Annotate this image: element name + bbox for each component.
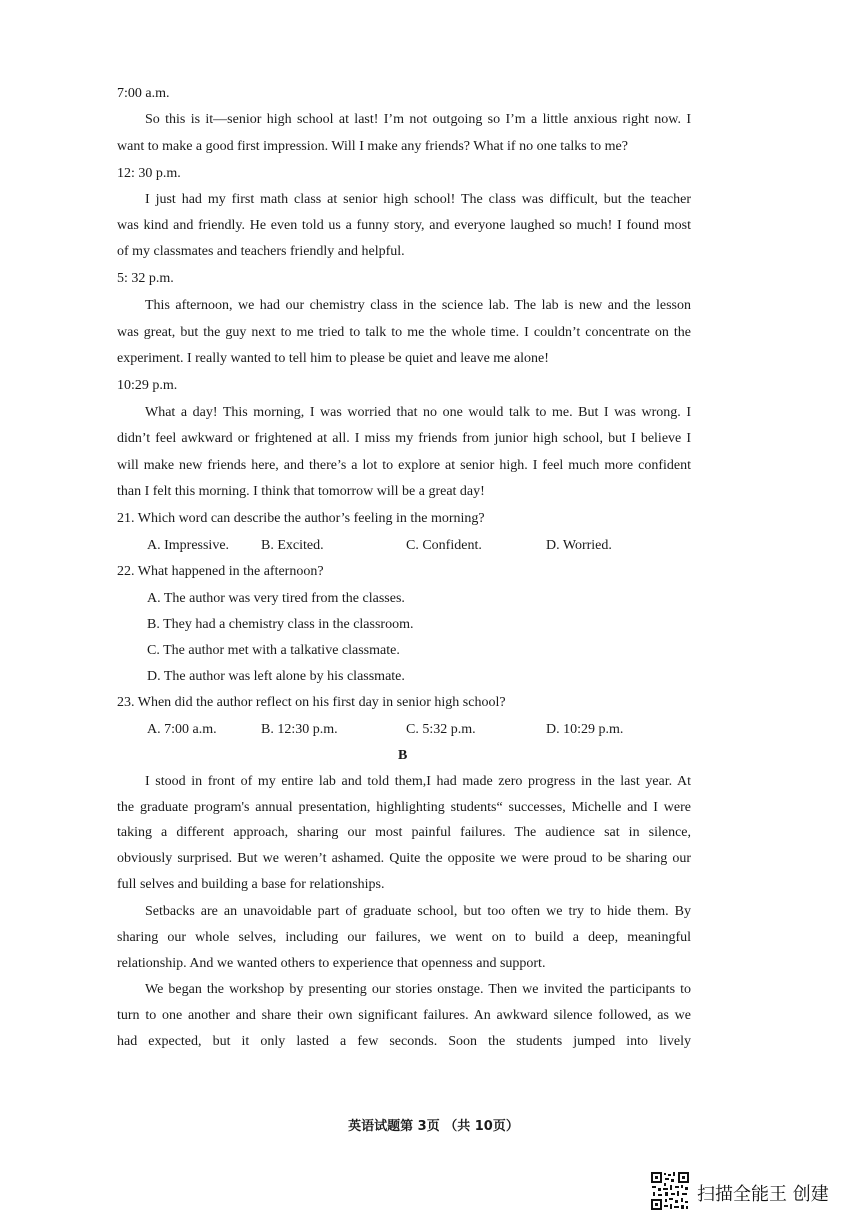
timestamp: 7:00 a.m. xyxy=(117,86,170,101)
paragraph-line: Setbacks are an unavoidable part of graduate school, but too often we try to hide them. By xyxy=(145,904,691,919)
q22-option-a[interactable]: A. The author was very tired from the classes. xyxy=(147,591,405,606)
paragraph-line: relationship. And we wanted others to experience that openness and support. xyxy=(117,956,546,971)
page-footer: 英语试题第 3页 （共 10页） xyxy=(348,1119,519,1134)
paragraph-line: sharing our whole selves, including our failures, we went on to build a deep, meaningful xyxy=(117,930,691,945)
paragraph-line: This afternoon, we had our chemistry class in the science lab. The lab is new and the lesson xyxy=(145,298,691,313)
q22-option-b[interactable]: B. They had a chemistry class in the classroom. xyxy=(147,617,414,632)
qr-code-icon xyxy=(650,1171,690,1211)
section-heading: B xyxy=(398,748,408,763)
paragraph-line: was kind and friendly. He even told us a funny story, and everyone laughed so much! I found most xyxy=(117,218,691,233)
paragraph-line: had expected, but it only lasted a few seconds. Soon the students jumped into lively xyxy=(117,1034,691,1049)
question-21-stem: 21. Which word can describe the author’s feeling in the morning? xyxy=(117,511,485,526)
paragraph-line: I stood in front of my entire lab and told them,I had made zero progress in the last year. At xyxy=(145,774,691,789)
paragraph-line: experiment. I really wanted to tell him to please be quiet and leave me alone! xyxy=(117,351,549,366)
paragraph-line: So this is it—senior high school at last! I’m not outgoing so I’m a little anxious right now. I xyxy=(145,112,691,127)
q22-option-d[interactable]: D. The author was left alone by his classmate. xyxy=(147,669,405,684)
q22-option-c[interactable]: C. The author met with a talkative classmate. xyxy=(147,643,400,658)
q23-option-d[interactable]: D. 10:29 p.m. xyxy=(546,722,624,737)
paragraph-line: the graduate program's annual presentation, highlighting students“ successes, Michelle and I were xyxy=(117,800,691,815)
timestamp: 10:29 p.m. xyxy=(117,378,178,393)
question-22-stem: 22. What happened in the afternoon? xyxy=(117,564,324,579)
q23-option-a[interactable]: A. 7:00 a.m. xyxy=(147,722,217,737)
paragraph-line: turn to one another and share their own significant failures. An awkward silence followed, as we xyxy=(117,1008,691,1023)
paragraph-line: full selves and building a base for relationships. xyxy=(117,877,385,892)
paragraph-line: taking a different approach, sharing our most painful failures. The audience sat in silence, xyxy=(117,825,691,840)
q21-option-a[interactable]: A. Impressive. xyxy=(147,538,230,553)
timestamp: 5: 32 p.m. xyxy=(117,271,174,286)
paragraph-line: didn’t feel awkward or frightened at all. I miss my friends from junior high school, but I believe I xyxy=(117,431,691,446)
scanner-watermark xyxy=(650,1171,850,1213)
q21-option-c[interactable]: C. Confident. xyxy=(406,538,482,553)
paragraph-line: We began the workshop by presenting our stories onstage. Then we invited the participants to xyxy=(145,982,691,997)
scanner-label: 扫描全能王 创建 xyxy=(697,1184,829,1205)
q23-option-c[interactable]: C. 5:32 p.m. xyxy=(406,722,476,737)
paragraph-line: than I felt this morning. I think that tomorrow will be a great day! xyxy=(117,484,485,499)
paragraph-line: I just had my first math class at senior high school! The class was difficult, but the teacher xyxy=(145,192,691,207)
timestamp: 12: 30 p.m. xyxy=(117,166,181,181)
q21-option-b[interactable]: B. Excited. xyxy=(261,538,324,553)
q21-option-d[interactable]: D. Worried. xyxy=(546,538,612,553)
paragraph-line: will make new friends here, and there’s a lot to explore at senior high. I feel much more confident xyxy=(117,458,691,473)
paragraph-line: was great, but the guy next to me tried to talk to me the whole time. I couldn’t concentrate on the xyxy=(117,325,691,340)
paragraph-line: want to make a good first impression. Will I make any friends? What if no one talks to me? xyxy=(117,139,628,154)
question-23-stem: 23. When did the author reflect on his first day in senior high school? xyxy=(117,695,506,710)
q23-option-b[interactable]: B. 12:30 p.m. xyxy=(261,722,338,737)
paragraph-line: of my classmates and teachers friendly and helpful. xyxy=(117,244,405,259)
paragraph-line: obviously surprised. But we weren’t ashamed. Quite the opposite we were proud to be sharing our xyxy=(117,851,691,866)
paragraph-line: What a day! This morning, I was worried that no one would talk to me. But I was wrong. I xyxy=(145,405,691,420)
